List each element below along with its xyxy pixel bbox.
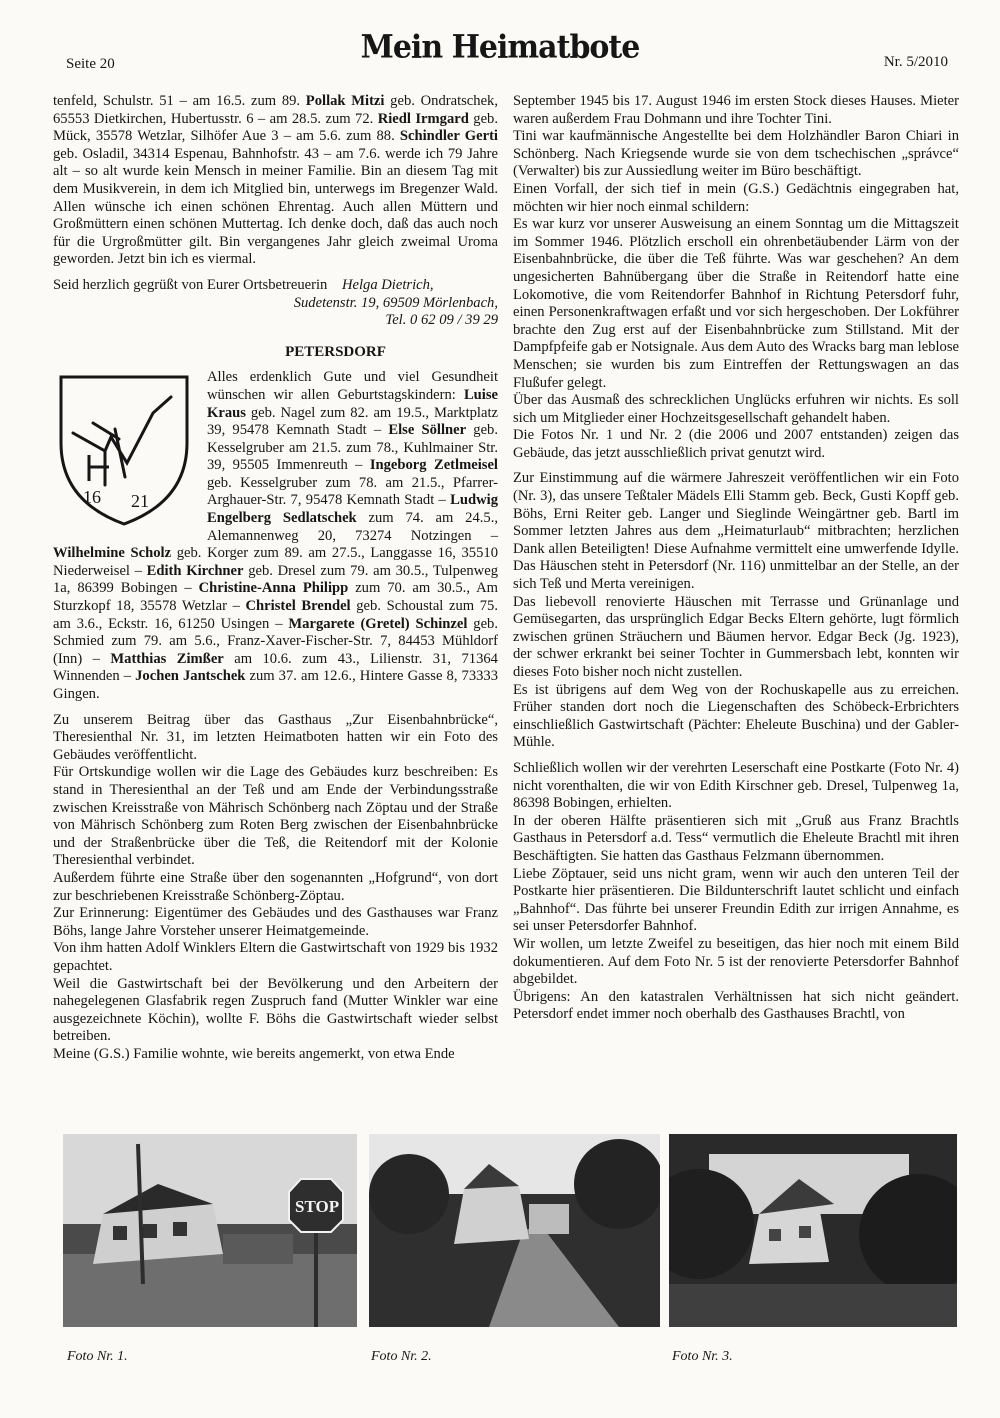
text-segment: geb. Mück, 35578 Wetzlar, Silhöfer Aue 3 – am 5.6. zum 88.	[53, 110, 498, 145]
text-segment: zum 74. am 24.5., Alemannenweg 20, 73274 Notzingen –	[207, 510, 498, 544]
paragraph: Zur Erinnerung: Eigentümer des Gebäudes und des Gasthauses war Franz Böhs, lange Jahre Vorsteher unserer Heimatgemeinde.	[53, 905, 498, 939]
text-segment: geb. Dresel zum 79. am 30.5., Tulpenweg 1a, 86399 Bobingen –	[53, 562, 498, 597]
person-name: Jochen Jantschek	[135, 668, 246, 685]
person-name: Edith Kirchner	[146, 562, 244, 579]
photo-caption-1: Foto Nr. 1.	[67, 1349, 128, 1364]
text-segment: geb. Nagel zum 82. am 19.5., Marktplatz 39, 95478 Kemnath Stadt –	[207, 404, 498, 439]
page-number: Seite 20	[66, 56, 115, 72]
photo-caption-3: Foto Nr. 3.	[672, 1349, 733, 1364]
stop-sign-text: STOP	[295, 1197, 340, 1216]
paragraph: Von ihm hatten Adolf Winklers Eltern die Gastwirtschaft von 1929 bis 1932 gepachtet.	[53, 940, 498, 974]
right-column	[513, 93, 959, 1024]
person-name: Christine-Anna Philipp	[198, 580, 349, 597]
signature-address: Sudetenstr. 19, 69509 Mörlenbach,	[293, 294, 498, 311]
photo-2-road-and-houses	[369, 1134, 660, 1327]
person-name: Ingeborg Zetlmeisel	[369, 457, 498, 474]
text-segment: am 10.6. zum 43., Lilienstr. 31, 71364 Winnenden –	[53, 650, 498, 685]
paragraph: Tini war kaufmännische Angestellte bei dem Holzhändler Baron Chiari in Schönberg. Nach Kriegsende wurde sie von dem tschechischen „správce“ (Verwalter) bis zur Aussiedlung weiter im Büro beschäftigt.	[513, 128, 959, 180]
article-right-2	[513, 470, 959, 752]
person-name: Pollak Mitzi	[305, 93, 385, 109]
paragraph: Es war kurz vor unserer Ausweisung an einem Sonntag um die Mittagszeit im Sommer 1946. Plötzlich erscholl ein ohrenbetäubender Lärm von der Eisenbahnbrücke, die über die Teß führte. Was war geschehen? An dem ungesicherten Bahnübergang über die Straße in Reitendorf hatte eine Lokomotive, die vom Reitendorfer Bahnhof in Richtung Petersdorf fuhr, einen Personenkraftwagen erfaßt und vor sich hergeschoben. Der Lokführer brachte den Zug erst auf der Eisenbahnbrücke zum Stillstand. Mit der Dampfpfeife gab er Notsignale. Aus dem Auto des Wracks barg man leblose Menschen; sie wurden bis zum Eintreffen der Rettungswagen an das Flußufer gelegt.	[513, 216, 959, 391]
paragraph: Außerdem führte eine Straße über den sogenannten „Hofgrund“, von dort zur beschriebenen Kreisstraße Schönberg-Zöptau.	[53, 869, 498, 904]
paragraph: In der oberen Hälfte präsentieren sich mit „Gruß aus Franz Brachtls Gasthaus in Petersdorf a.d. Tess“ vermutlich die Eheleute Brachtl mit ihren Beschäftigten. Sie hatten das Gasthaus Felzmann übernommen.	[513, 812, 959, 864]
issue-number: Nr. 5/2010	[883, 54, 948, 70]
person-name: Riedl Irmgard	[377, 110, 469, 127]
paragraph: Weil die Gastwirtschaft bei der Bevölkerung und den Arbeitern der nahegelegenen Glasfabrik regen Zuspruch fand (Mutter Winkler war eine ausgezeichnete Köchin), wollte F. Böhs die Gastwirtschaft wieder selbst betreiben.	[53, 975, 498, 1045]
crest-year-right: 21	[131, 491, 149, 512]
photo-3-cottage	[669, 1134, 957, 1327]
person-name: Margarete (Gretel) Schinzel	[288, 615, 468, 632]
text-segment: geb. Schoustal zum 75. am 3.6., Eckstr. 16, 61250 Usingen –	[53, 598, 498, 632]
text-segment: geb. Ondratschek, 65553 Dietkirchen, Hubertusstr. 6 – am 28.5. zum 72.	[53, 93, 499, 127]
paragraph: Liebe Zöptauer, seid uns nicht gram, wenn wir auch den unteren Teil der Postkarte hier präsentieren. Die Bildunterschrift lautet schlicht und einfach „Bahnhof“. Das führte bei unserer Freundin Edith zur irrigen Annahme, es sei unser Petersdorfer Bahnhof.	[513, 865, 959, 935]
paragraph: Es ist übrigens auf dem Weg von der Rochuskapelle aus zu erreichen. Früher standen dort noch die Liegenschaften des Schöbeck-Erbrichters einschließlich Gastwirtschaft (Pächter: Eheleute Buschina) und der Gabler-Mühle.	[513, 681, 959, 751]
paragraph: Zu unserem Beitrag über das Gasthaus „Zur Eisenbahnbrücke“, Theresienthal Nr. 31, im letzten Heimatboten hatten wir ein Foto des Gebäudes veröffentlicht.	[53, 711, 498, 763]
greeting: Seid herzlich gegrüßt von Eurer Ortsbetreuerin Helga Dietrich,	[53, 276, 434, 293]
paragraph: Über das Ausmaß des schrecklichen Unglücks erfuhren wir nichts. Es soll sich um Mitglieder einer Hochzeitsgesellschaft gehandelt haben.	[513, 392, 959, 426]
person-name: Ludwig Engelberg Sedlatschek	[207, 492, 498, 527]
crest-year-left: 16	[83, 487, 101, 508]
left-column	[53, 93, 498, 1063]
article-right-3	[513, 760, 959, 1024]
paragraph: Schließlich wollen wir der verehrten Leserschaft eine Postkarte (Foto Nr. 4) nicht vorenthalten, die wir von Edith Kirschner geb. Dresel, Tulpenweg 1a, 86398 Bobingen, erhielten.	[513, 759, 959, 812]
person-name: Christel Brendel	[245, 598, 351, 615]
paragraph: Zur Einstimmung auf die wärmere Jahreszeit veröffentlichen wir ein Foto (Nr. 3), das unsere Teßtaler Mädels Elli Stamm geb. Beck, Gusti Kopff geb. Böhs, Erni Reiter geb. Langer und Sieglinde Weingärtner geb. Bartl im Sommer letzten Jahres aus dem „Heimaturlaub“ mitbrachten; herzlichen Dank allen Beteiligten! Diese Aufnahme vermittelt eine umwerfende Idylle. Das Häuschen steht in Petersdorf (Nr. 116) unmittelbar an der Stelle, an der sich Teß und Merta vereinigen.	[513, 470, 959, 593]
text-segment: geb. Kesselgruber zum 78. am 21.5., Pfarrer-Arghauer-Str. 7, 95478 Kemnath Stadt –	[207, 474, 498, 509]
petersdorf-crest-icon	[53, 373, 195, 528]
text-segment: geb. Korger zum 89. am 27.5., Langgasse 16, 35510 Niederweisel –	[53, 545, 498, 579]
person-name: Matthias Zimßer	[110, 650, 224, 667]
masthead-title: Mein Heimatbote	[360, 29, 640, 66]
signature-name: Helga Dietrich,	[341, 276, 434, 293]
article-right-1	[513, 93, 959, 462]
person-name: Wilhelmine Scholz	[53, 545, 172, 562]
paragraph: Wir wollen, um letzte Zweifel zu beseitigen, das hier noch mit einem Bild dokumentieren. Auf dem Foto Nr. 5 ist der renovierte Petersdorfer Bahnhof abgebildet.	[513, 935, 959, 988]
paragraph: September 1945 bis 17. August 1946 im ersten Stock dieses Hauses. Mieter waren außerdem Frau Dohmann und ihre Tochter Tini.	[513, 93, 959, 127]
intro-paragraph	[53, 93, 498, 269]
text-segment: geb. Schmied zum 79. am 5.6., Franz-Xaver-Fischer-Str. 7, 84453 Mühldorf (Inn) –	[53, 615, 498, 667]
person-name: Schindler Gerti	[399, 128, 498, 145]
text-segment: tenfeld, Schulstr. 51 – am 16.5. zum 89.	[53, 93, 306, 109]
paragraph: Das liebevoll renovierte Häuschen mit Terrasse und Grünanlage und Gemüsegarten, das ursprünglich Edgar Becks Eltern gehörte, lugt förmlich zwischen grünen Sträuchern und Bäumen hervor. Edgar Beck (Jg. 1923), der schwer erkrankt bei seiner Tochter in Gummersbach lebt, konnten wir dieses Foto bisher noch nicht zustellen.	[513, 593, 959, 680]
person-name: Luise Kraus	[207, 386, 498, 421]
paragraph: Einen Vorfall, der sich tief in mein (G.S.) Gedächtnis eingegraben hat, möchten wir hier noch einmal schildern:	[513, 180, 959, 215]
text-segment: geb. Kesselgruber am 21.5. zum 78., Kuhlmainer Str. 39, 95505 Immenreuth –	[207, 422, 499, 474]
text-segment: zum 70. am 30.5., Am Sturzkopf 18, 35578 Wetzlar –	[53, 580, 498, 615]
signature-phone: Tel. 0 62 09 / 39 29	[385, 312, 498, 329]
photo-caption-2: Foto Nr. 2.	[371, 1349, 432, 1364]
paragraph: Meine (G.S.) Familie wohnte, wie bereits angemerkt, von etwa Ende	[53, 1045, 455, 1062]
text-segment: zum 37. am 12.6., Hintere Gasse 8, 73333 Gingen.	[53, 668, 499, 702]
paragraph: Die Fotos Nr. 1 und Nr. 2 (die 2006 und 2007 entstanden) zeigen das Gebäude, das jetzt ausschließlich privat genutzt wird.	[513, 427, 959, 461]
text-segment: geb. Osladil, 34314 Espenau, Bahnhofstr. 43 – am 7.6. werde ich 79 Jahre alt – so alt wurde kein Mensch in meiner Familie. Bin an diesem Tag mit dem Musikverein, in dem ich Mitglied bin, unterwegs im Bregenzer Wald. Allen wünsche ich einen schönen Ehrentag. Auch allen Müttern und Großmüttern einen schönen Muttertag. Ich denke doch, daß das auch noch für die Urgroßmütter gilt. Bin vergangenes Jahr gleich zweimal Uroma geworden. Jetzt bin ich es viermal.	[53, 145, 498, 268]
photo-1-gasthaus-building	[63, 1134, 357, 1327]
text-segment: Alles erdenklich Gute und viel Gesundheit wünschen wir allen Geburtstagskindern:	[207, 369, 498, 403]
paragraph: Übrigens: An den katastralen Verhältnissen hat sich nicht geändert. Petersdorf endet immer noch oberhalb des Gasthauses Brachtl, von	[513, 988, 959, 1023]
paragraph: Für Ortskundige wollen wir die Lage des Gebäudes kurz beschreiben: Es stand in Theresienthal an der Teß und am Ende der Verbindungsstraße zwischen Kreisstraße von Mährisch Schönberg nach Zöptau und der Straße von Mährisch Schönberg zum Roten Berg zwischen der Eisenbahnbrücke und der Straßenbrücke über die Teß, die Reitendorf mit der Kolonie Theresienthal verbindet.	[53, 764, 498, 869]
article-left	[53, 712, 498, 1064]
person-name: Else Söllner	[388, 422, 467, 439]
section-title: PETERSDORF	[285, 343, 386, 360]
